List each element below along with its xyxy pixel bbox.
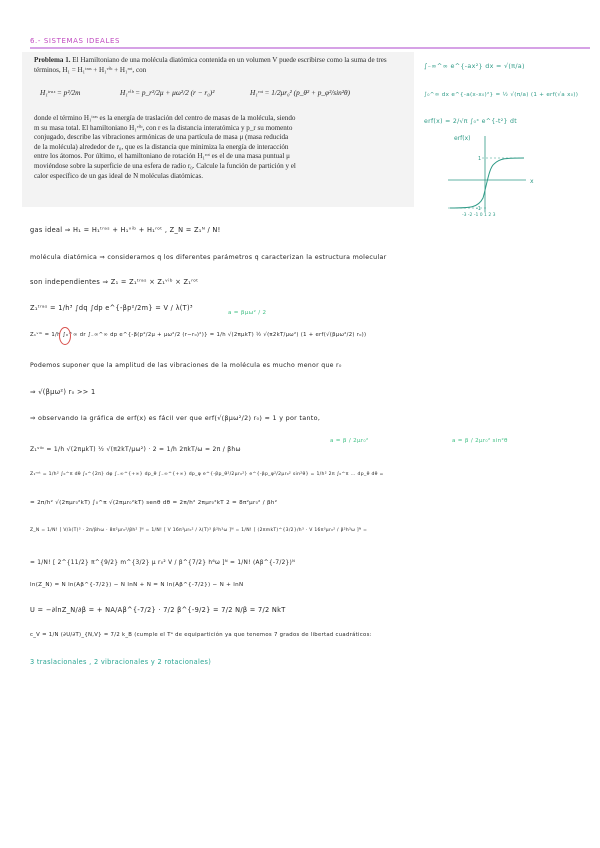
- note-line: Podemos suponer que la amplitud de las vibraciones de la molécula es mucho menor que r₀: [30, 362, 342, 369]
- note-line: molécula diatómica ⇒ consideramos q los diferentes parámetros q caracterizan la estructura molecular: [30, 254, 387, 261]
- note-line: = 1/N! [ 2^{11/2} π^{9/2} m^{3/2} μ r₀² V / β^{7/2} h⁶ω ]ᴺ = 1/N! (Aβ^{-7/2})ᴺ: [30, 560, 296, 566]
- x-tick-labels: -3 -2 -1 0 1 2 3: [462, 213, 496, 218]
- y-axis-label: erf(x): [454, 135, 471, 142]
- note-line: son independientes ⇒ Z₁ = Z₁ᵗʳᵃˢ × Z₁ᵛⁱᵇ × Z₁ʳᵒᵗ: [30, 278, 199, 286]
- problem-title: Problema 1.: [34, 56, 71, 64]
- note-line: Z₁ᵛⁱᵇ = 1/h √(2πμkT) ½ √(π2kT/μω²) · 2 = 1/h 2πkT/ω = 2π / βhω: [30, 446, 241, 453]
- note-line: U = −∂lnZ_N/∂β = + NA/Aβ^{-7/2} · 7/2 β^{-9/2} = 7/2 N/β = 7/2 NkT: [30, 606, 286, 614]
- erf-graph: [440, 128, 590, 220]
- problem-line: de la molécula) alrededor de r₀, que es la distancia que minimiza la energía de interacción: [34, 142, 289, 151]
- highlight-note: a = β / 2μr₀² sin²θ: [452, 438, 508, 444]
- highlight-note: a = βμω² / 2: [228, 310, 267, 316]
- note-line: Z₁ᵗʳᵃˢ = 1/h³ ∫dq ∫dp e^{-βp²/2m} = V / λ(T)³: [30, 304, 193, 312]
- erf-curve: [450, 158, 524, 208]
- equation-rot: H₁ʳᵒᵗ = 1/2μr₀² (p_θ² + p_φ²/sin²θ): [250, 88, 351, 97]
- problem-intro: [34, 56, 406, 75]
- y-tick-pos: 1: [478, 156, 482, 162]
- problem-line: moviéndose sobre la superficie de una esfera de radio r₀. Calcule la función de partición y el: [34, 161, 296, 170]
- problem-intro-text: El Hamiltoniano de una molécula diatómica contenida en un volumen V puede escribirse como la suma de tres términos, H₁ = H₁ᵗʳᵃˢ + H₁ᵛⁱᵇ + H₁ʳᵒᵗ, con: [34, 56, 387, 74]
- note-line: Z₁ᵛⁱᵇ = 1/h ∫₀^∞ dr ∫₋∞^∞ dp e^{-β(p²/2μ + μω²/2 (r−r₀)²)} = 1/h √(2πμkT) ½ √(π2kT/μω²) (1 + erf(√(βμω²/2) r₀)): [30, 332, 367, 338]
- note-line: Z₁ʳᵒᵗ = 1/h² ∫₀^π dθ ∫₀^{2π} dφ ∫₋∞^{+∞} dp_θ ∫₋∞^{+∞} dp_φ e^{-βp_θ²/2μr₀²} e^{-βp_φ²/2μr₀² sin²θ} = 1/h² 2π ∫₀^π ... dp_θ dθ =: [30, 472, 384, 477]
- erf-definition-note: erf(x) = 2/√π ∫₀ˣ e^{-t²} dt: [424, 118, 517, 125]
- note-line: Z_N = 1/N! [ V/λ(T)³ · 2π/βhω · 8π²μr₀²/βh² ]ᴺ = 1/N! [ V 16π³μr₀² / λ(T)³ β²h³ω ]ᴺ = 1/N! [ (2πmkT)^{3/2}/h³ · V 16π³μr₀² / β²h³ω ]ᴺ =: [30, 528, 368, 533]
- problem-body: [34, 114, 412, 181]
- highlight-note: a = β / 2μr₀²: [330, 438, 369, 444]
- note-line: ⇒ √(βμω²) r₀ >> 1: [30, 388, 96, 396]
- equation-tras: H₁ᵗʳᵃˢ = p²/2m: [40, 88, 81, 97]
- section-title: 6.- SISTEMAS IDEALES: [30, 37, 121, 45]
- header-rule: [30, 47, 590, 49]
- y-tick-neg: -1: [476, 206, 481, 212]
- gauss-integral-note: ∫₋∞^∞ e^{-ax²} dx = √(π/a): [424, 62, 525, 70]
- problem-line: m su masa total. El hamiltoniano H₁ᵛⁱᵇ, con r es la distancia interatómica y p_r su momento: [34, 123, 293, 132]
- x-axis-label: x: [530, 178, 534, 185]
- note-line: 3 traslacionales , 2 vibracionales y 2 rotacionales): [30, 658, 212, 666]
- note-line: ln(Z_N) = N ln(Aβ^{-7/2}) − N lnN + N = N ln(Aβ^{-7/2}) − N + lnN: [30, 582, 244, 588]
- note-line: ⇒ observando la gráfica de erf(x) es fácil ver que erf(√(βμω²/2) r₀) ≈ 1 y por tanto,: [30, 414, 321, 422]
- problem-line: calor específico de un gas ideal de N moléculas diatómicas.: [34, 171, 204, 180]
- note-line: = 2π/h² √(2πμr₀²kT) ∫₀^π √(2πμr₀²kT) senθ dθ = 2π/h² 2πμr₀²kT 2 = 8π²μr₀² / βh²: [30, 500, 278, 506]
- problem-line: entre los átomos. Por último, el hamiltoniano de rotación H₁ʳᵒᵗ es el de una masa puntual μ: [34, 152, 290, 161]
- circle-mark: [58, 326, 72, 346]
- problem-line: donde el término H₁ᵗʳᵃˢ es la energía de traslación del centro de masas de la molécula, siendo: [34, 114, 296, 122]
- problem-line: conjugado, describe las vibraciones armónicas de una partícula de masa μ (masa reducida: [34, 133, 289, 142]
- note-line: c_V = 1/N (∂U/∂T)_{N,V} = 7/2 k_B (cumple el Tᵃ de equipartición ya que tenemos 7 grados de libertad cuadráticos:: [30, 632, 372, 638]
- equation-vib: H₁ᵛⁱᵇ = p_r²/2μ + μω²/2 (r − r₀)²: [120, 88, 215, 97]
- shifted-gauss-note: ∫₀^∞ dx e^{-a(x-x₀)²} = ½ √(π/a) (1 + erf(√a x₀)): [424, 92, 579, 98]
- problem-statement-box: [22, 52, 414, 207]
- note-line: gas ideal ⇒ H₁ = H₁ᵗʳᵃˢ + H₁ᵛⁱᵇ + H₁ʳᵒᵗ , Z_N = Z₁ᴺ / N!: [30, 226, 221, 234]
